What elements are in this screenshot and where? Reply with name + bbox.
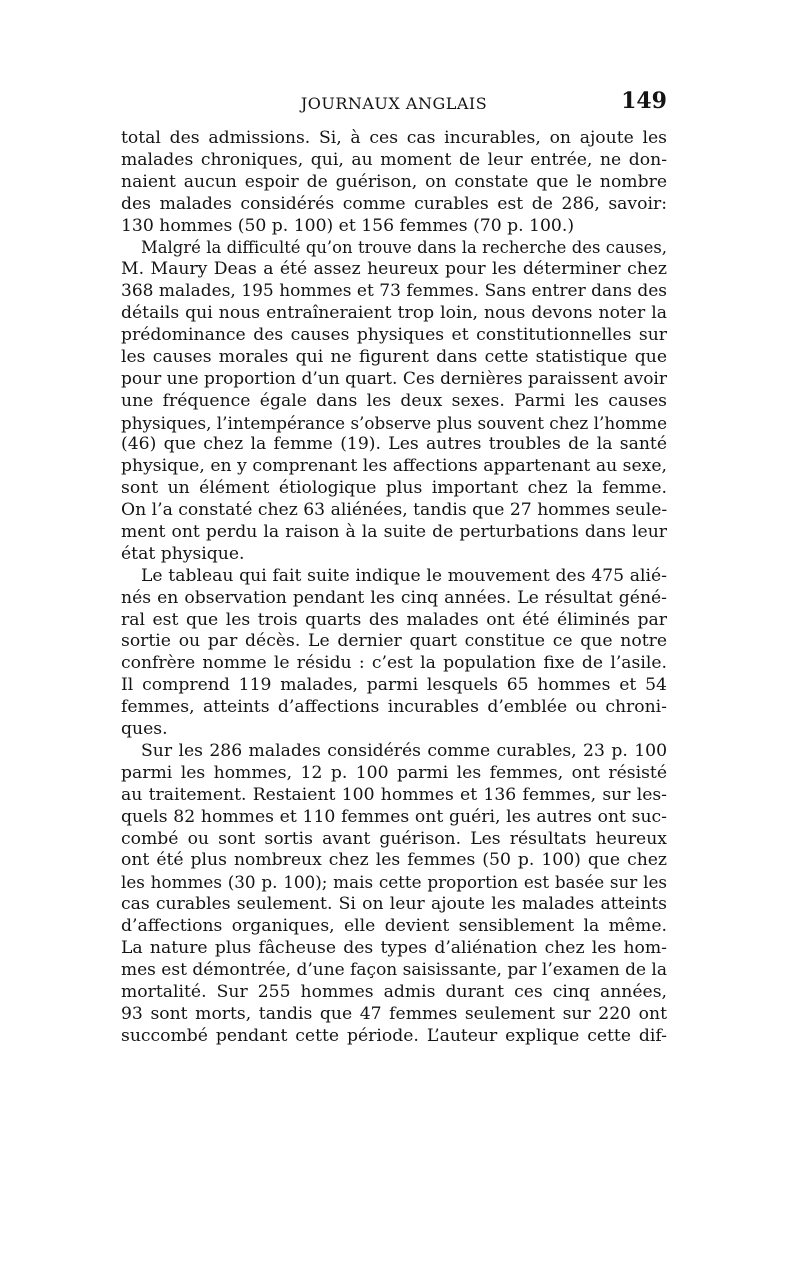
text-line: Malgré la difficulté qu’on trouve dans la recherche des causes, [141,238,667,258]
text-line: sortie ou par décès. Le dernier quart constitue ce que notre [121,631,667,652]
text-line: au traitement. Restaient 100 hommes et 136 femmes, sur les- [121,784,667,805]
text-line: ment ont perdu la raison à la suite de perturbations dans leur [121,522,667,543]
text-line: naient aucun espoir de guérison, on constate que le nombre [121,171,667,192]
text-line: (46) que chez la femme (19). Les autres troubles de la santé [121,434,667,455]
text-line: ral est que les trois quarts des malades ont été éliminés par [121,609,667,630]
text-line: combé ou sont sortis avant guérison. Les résultats heureux [121,828,667,849]
text-line: succombé pendant cette période. L’auteur explique cette dif- [121,1025,667,1046]
text-line: mes est démontrée, d’une façon saisissante, par l’examen de la [121,959,667,980]
text-line: physique, en y comprenant les affections appartenant au sexe, [121,456,667,477]
text-line: détails qui nous entraîneraient trop loin, nous devons noter la [121,303,667,324]
text-line: état physique. [121,543,245,564]
text-line: parmi les hommes, 12 p. 100 parmi les femmes, ont résisté [121,762,667,783]
text-line: femmes, atteints d’affections incurables d’emblée ou chroni- [121,697,667,718]
text-line: d’affections organiques, elle devient sensiblement la même. [121,916,667,937]
text-line: les causes morales qui ne figurent dans cette statistique que [121,346,667,367]
text-line: mortalité. Sur 255 hommes admis durant ces cinq années, [121,981,667,1002]
text-line: 368 malades, 195 hommes et 73 femmes. Sans entrer dans des [121,281,667,302]
text-line: quels 82 hommes et 110 femmes ont guéri, les autres ont suc- [121,806,667,827]
text-line: prédominance des causes physiques et constitutionnelles sur [121,325,667,346]
body-text [121,128,667,1047]
text-line: pour une proportion d’un quart. Ces dernières paraissent avoir [121,368,667,389]
text-line: cas curables seulement. Si on leur ajoute les malades atteints [121,894,667,915]
text-line: 93 sont morts, tandis que 47 femmes seulement sur 220 ont [121,1003,667,1024]
text-line: Le tableau qui fait suite indique le mouvement des 475 alié- [141,565,667,586]
text-line: nés en observation pendant les cinq années. Le résultat géné- [121,587,667,608]
text-line: 130 hommes (50 p. 100) et 156 femmes (70 p. 100.) [121,215,575,236]
text-line: sont un élément étiologique plus important chez la femme. [121,478,667,499]
text-line: total des admissions. Si, à ces cas incurables, on ajoute les [121,128,667,148]
text-line: des malades considérés comme curables est de 286, savoir: [121,193,667,214]
text-line: M. Maury Deas a été assez heureux pour les déterminer chez [121,259,667,280]
text-line: confrère nomme le résidu : c’est la population fixe de l’asile. [121,653,667,674]
text-line: une fréquence égale dans les deux sexes. Parmi les causes [121,390,667,411]
text-line: Il comprend 119 malades, parmi lesquels 65 hommes et 54 [121,675,667,696]
running-head: JOURNAUX ANGLAIS [300,94,488,113]
page-number: 149 [621,88,667,114]
text-line: On l’a constaté chez 63 aliénées, tandis que 27 hommes seule- [121,500,667,521]
text-line: La nature plus fâcheuse des types d’aliénation chez les hom- [121,937,667,958]
text-line: Sur les 286 malades considérés comme curables, 23 p. 100 [141,740,667,761]
text-line: physiques, l’intempérance s’observe plus souvent chez l’homme [121,412,667,433]
text-line: ont été plus nombreux chez les femmes (50 p. 100) que chez [121,850,667,871]
text-line: ques. [121,719,168,740]
text-line: malades chroniques, qui, au moment de leur entrée, ne don- [121,149,667,170]
page-header [121,88,667,122]
text-line: les hommes (30 p. 100); mais cette proportion est basée sur les [121,872,667,893]
